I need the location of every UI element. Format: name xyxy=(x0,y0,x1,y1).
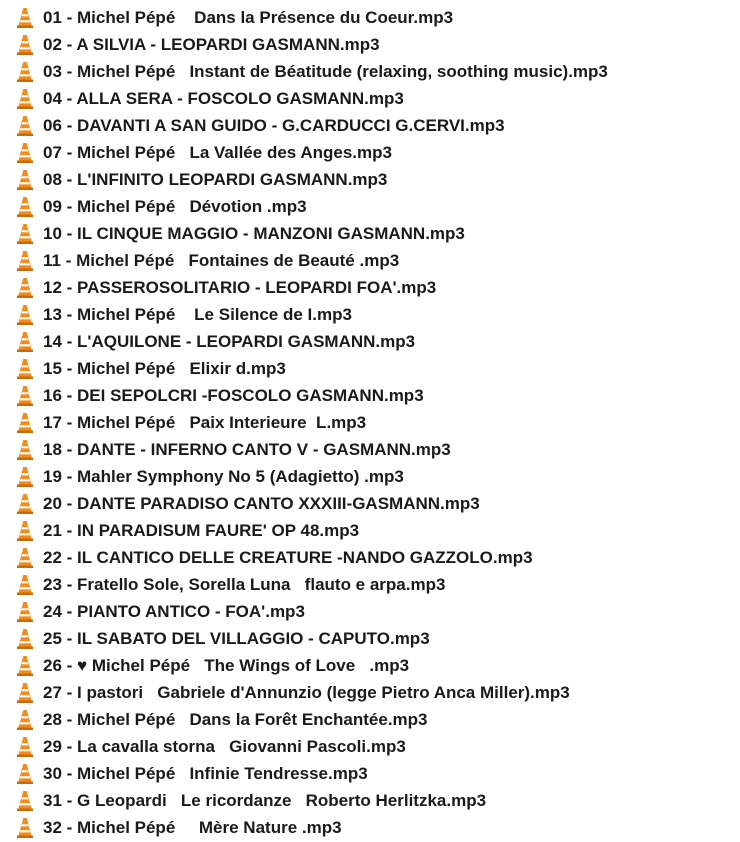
file-item[interactable] xyxy=(16,733,740,760)
vlc-cone-icon xyxy=(16,196,34,218)
file-item[interactable] xyxy=(16,517,740,544)
file-item[interactable] xyxy=(16,166,740,193)
file-item[interactable] xyxy=(16,220,740,247)
file-name: 24 - PIANTO ANTICO - FOA'.mp3 xyxy=(43,601,305,621)
vlc-cone-icon xyxy=(16,574,34,596)
vlc-cone-icon xyxy=(16,7,34,29)
file-item[interactable] xyxy=(16,598,740,625)
file-name: 01 - Michel Pépé Dans la Présence du Coeur.mp3 xyxy=(43,7,454,27)
file-name: 06 - DAVANTI A SAN GUIDO - G.CARDUCCI G.CERVI.mp3 xyxy=(43,115,505,135)
file-item[interactable] xyxy=(16,193,740,220)
file-item[interactable] xyxy=(16,328,740,355)
file-item[interactable] xyxy=(16,814,740,841)
file-name: 20 - DANTE PARADISO CANTO XXXIII-GASMANN.mp3 xyxy=(43,493,480,513)
vlc-cone-icon xyxy=(16,763,34,785)
file-item[interactable] xyxy=(16,787,740,814)
file-item[interactable] xyxy=(16,247,740,274)
vlc-cone-icon xyxy=(16,493,34,515)
vlc-cone-icon xyxy=(16,412,34,434)
vlc-cone-icon xyxy=(16,61,34,83)
file-name: 11 - Michel Pépé Fontaines de Beauté .mp3 xyxy=(43,250,400,270)
vlc-cone-icon xyxy=(16,385,34,407)
file-item[interactable] xyxy=(16,463,740,490)
file-name: 13 - Michel Pépé Le Silence de I.mp3 xyxy=(43,304,352,324)
vlc-cone-icon xyxy=(16,601,34,623)
file-name: 25 - IL SABATO DEL VILLAGGIO - CAPUTO.mp3 xyxy=(43,628,430,648)
file-name: 18 - DANTE - INFERNO CANTO V - GASMANN.mp3 xyxy=(43,439,451,459)
file-name: 16 - DEI SEPOLCRI -FOSCOLO GASMANN.mp3 xyxy=(43,385,424,405)
file-item[interactable] xyxy=(16,625,740,652)
file-item[interactable] xyxy=(16,490,740,517)
file-name: 32 - Michel Pépé Mère Nature .mp3 xyxy=(43,817,342,837)
file-item[interactable] xyxy=(16,31,740,58)
file-name: 22 - IL CANTICO DELLE CREATURE -NANDO GAZZOLO.mp3 xyxy=(43,547,533,567)
file-item[interactable] xyxy=(16,409,740,436)
file-name: 21 - IN PARADISUM FAURE' OP 48.mp3 xyxy=(43,520,360,540)
file-name: 27 - I pastori Gabriele d'Annunzio (legge Pietro Anca Miller).mp3 xyxy=(43,682,570,702)
file-name: 09 - Michel Pépé Dévotion .mp3 xyxy=(43,196,307,216)
file-item[interactable] xyxy=(16,436,740,463)
file-item[interactable] xyxy=(16,382,740,409)
file-item[interactable] xyxy=(16,652,740,679)
file-name: 14 - L'AQUILONE - LEOPARDI GASMANN.mp3 xyxy=(43,331,416,351)
file-item[interactable] xyxy=(16,58,740,85)
vlc-cone-icon xyxy=(16,547,34,569)
vlc-cone-icon xyxy=(16,520,34,542)
file-item[interactable] xyxy=(16,85,740,112)
vlc-cone-icon xyxy=(16,115,34,137)
file-item[interactable] xyxy=(16,760,740,787)
vlc-cone-icon xyxy=(16,358,34,380)
vlc-cone-icon xyxy=(16,439,34,461)
file-item[interactable] xyxy=(16,544,740,571)
file-name: 15 - Michel Pépé Elixir d.mp3 xyxy=(43,358,286,378)
vlc-cone-icon xyxy=(16,304,34,326)
file-name: 02 - A SILVIA - LEOPARDI GASMANN.mp3 xyxy=(43,34,380,54)
file-name: 28 - Michel Pépé Dans la Forêt Enchantée.mp3 xyxy=(43,709,428,729)
vlc-cone-icon xyxy=(16,34,34,56)
vlc-cone-icon xyxy=(16,88,34,110)
file-item[interactable] xyxy=(16,571,740,598)
file-name: 10 - IL CINQUE MAGGIO - MANZONI GASMANN.mp3 xyxy=(43,223,465,243)
file-name: 29 - La cavalla storna Giovanni Pascoli.mp3 xyxy=(43,736,406,756)
vlc-cone-icon xyxy=(16,250,34,272)
vlc-cone-icon xyxy=(16,817,34,839)
file-name: 17 - Michel Pépé Paix Interieure L.mp3 xyxy=(43,412,367,432)
vlc-cone-icon xyxy=(16,169,34,191)
file-item[interactable] xyxy=(16,112,740,139)
vlc-cone-icon xyxy=(16,466,34,488)
vlc-cone-icon xyxy=(16,655,34,677)
file-item[interactable] xyxy=(16,4,740,31)
file-item[interactable] xyxy=(16,274,740,301)
file-name: 31 - G Leopardi Le ricordanze Roberto Herlitzka.mp3 xyxy=(43,790,487,810)
file-name: 30 - Michel Pépé Infinie Tendresse.mp3 xyxy=(43,763,368,783)
file-name: 19 - Mahler Symphony No 5 (Adagietto) .mp3 xyxy=(43,466,404,486)
file-name: 08 - L'INFINITO LEOPARDI GASMANN.mp3 xyxy=(43,169,388,189)
vlc-cone-icon xyxy=(16,736,34,758)
vlc-cone-icon xyxy=(16,277,34,299)
file-item[interactable] xyxy=(16,139,740,166)
vlc-cone-icon xyxy=(16,709,34,731)
file-item[interactable] xyxy=(16,301,740,328)
vlc-cone-icon xyxy=(16,790,34,812)
vlc-cone-icon xyxy=(16,142,34,164)
file-name: 23 - Fratello Sole, Sorella Luna flauto e arpa.mp3 xyxy=(43,574,446,594)
vlc-cone-icon xyxy=(16,628,34,650)
file-item[interactable] xyxy=(16,679,740,706)
vlc-cone-icon xyxy=(16,682,34,704)
file-name: 26 - ♥ Michel Pépé The Wings of Love .mp3 xyxy=(43,655,410,675)
file-name: 04 - ALLA SERA - FOSCOLO GASMANN.mp3 xyxy=(43,88,404,108)
file-name: 07 - Michel Pépé La Vallée des Anges.mp3 xyxy=(43,142,392,162)
file-name: 03 - Michel Pépé Instant de Béatitude (relaxing, soothing music).mp3 xyxy=(43,61,608,81)
file-name: 12 - PASSEROSOLITARIO - LEOPARDI FOA'.mp3 xyxy=(43,277,437,297)
vlc-cone-icon xyxy=(16,331,34,353)
file-item[interactable] xyxy=(16,355,740,382)
vlc-cone-icon xyxy=(16,223,34,245)
file-item[interactable] xyxy=(16,706,740,733)
